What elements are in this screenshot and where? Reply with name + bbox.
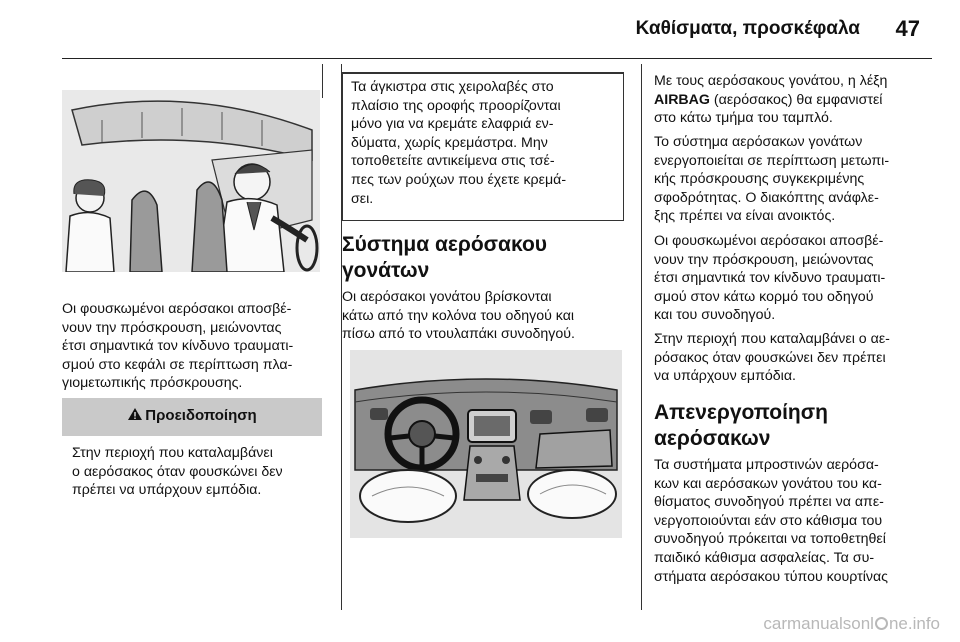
right-p1-rest: (αερόσακος) θα εμφανιστεί	[709, 91, 883, 108]
note-line: πλαίσιο της οροφής προορίζονται	[351, 97, 561, 114]
page-header	[0, 0, 960, 58]
right-p5-line: στήματα αερόσακου τύπου κουρτίνας	[654, 568, 889, 585]
knee-airbag-heading: Σύστημα αερόσακου	[342, 233, 548, 256]
right-p3-line: Οι φουσκωμένοι αερόσακοι αποσβέ-	[654, 233, 884, 249]
warning-title: Προειδοποίηση	[145, 407, 257, 424]
knee-airbag-heading: γονάτων	[342, 259, 430, 282]
right-p3-line: σμού στον κάτω κορμό του οδηγού	[654, 288, 874, 305]
watermark-text: ne.info	[888, 614, 940, 633]
left-caption-line: έτσι σημαντικά τον κίνδυνο τραυματι-	[62, 338, 294, 355]
curtain-airbag-drawing	[62, 90, 320, 272]
watermark	[763, 614, 940, 634]
note-line: σει.	[351, 190, 374, 207]
right-p3-line: έτσι σημαντικά τον κίνδυνο τραυματι-	[654, 270, 886, 287]
right-p5-line: Τα συστήματα μπροστινών αερόσα-	[654, 457, 879, 473]
page-number: 47	[895, 16, 920, 41]
column-divider-left-top	[322, 64, 323, 98]
warning-line: Στην περιοχή που καταλαμβάνει	[72, 445, 273, 461]
warning-box	[62, 398, 322, 504]
right-p2-line: Το σύστημα αερόσακων γονάτων	[654, 134, 863, 150]
note-line: δύματα, χωρίς κρεμάστρα. Μην	[351, 134, 548, 151]
right-p5-line: κων και αερόσακων γονάτου του κα-	[654, 475, 882, 492]
airbag-deactivation-heading: αερόσακων	[654, 427, 771, 450]
airbag-deactivation-heading: Απενεργοποίηση	[654, 401, 828, 424]
right-p1-line	[654, 91, 882, 110]
note-line: πες των ρούχων που έχετε κρεμά-	[351, 172, 567, 188]
left-caption-line: νουν την πρόσκρουση, μειώνοντας	[62, 319, 282, 336]
right-p4-line: Στην περιοχή που καταλαμβάνει ο αε-	[654, 331, 890, 347]
right-p5-line: νεργοποιούνται εάν στο κάθισμα του	[654, 512, 883, 529]
right-p5-line: συνοδηγού πρόκειται να τοποθετηθεί	[654, 531, 886, 548]
right-p1-line: Με τους αερόσακους γονάτου, η λέξη	[654, 73, 888, 89]
right-p1-line: στο κάτω τμήμα του ταμπλό.	[654, 110, 833, 127]
note-line: Τα άγκιστρα στις χειρολαβές στο	[351, 79, 554, 95]
note-line: τοποθετείτε αντικείμενα στις τσέ-	[351, 153, 555, 170]
header-divider	[62, 58, 932, 59]
right-p3-line: νουν την πρόσκρουση, μειώνοντας	[654, 251, 874, 268]
knee-airbag-line: κάτω από την κολόνα του οδηγού και	[342, 307, 575, 324]
warning-line: ο αερόσακος όταν φουσκώνει δεν	[72, 463, 283, 480]
warning-line: πρέπει να υπάρχουν εμπόδια.	[72, 482, 262, 499]
right-p5-line: θίσματος συνοδηγού πρέπει να απε-	[654, 494, 884, 511]
knee-airbag-line: πίσω από το ντουλαπάκι συνοδηγού.	[342, 326, 575, 343]
right-p2-line: κής πρόσκρουσης συγκεκριμένης	[654, 171, 865, 188]
warning-box-header	[62, 398, 322, 436]
watermark-i-dot-icon	[875, 617, 888, 630]
warning-title-row	[62, 407, 322, 424]
column-divider-right	[641, 64, 642, 610]
right-p5-line: παιδικό κάθισμα ασφαλείας. Τα συ-	[654, 550, 875, 566]
left-caption-line: Οι φουσκωμένοι αερόσακοι αποσβέ-	[62, 301, 292, 317]
left-caption-line: γιομετωπικής πρόσκρουσης.	[62, 375, 243, 392]
warning-triangle-icon	[127, 407, 143, 421]
right-p2-line: ξης πρέπει να είναι ανοικτός.	[654, 208, 836, 225]
page-title: Καθίσματα, προσκέφαλα	[635, 18, 860, 39]
right-p2-line: σφοδρότητας. Ο διακόπτης ανάφλε-	[654, 189, 879, 206]
right-p4-line: να υπάρχουν εμπόδια.	[654, 368, 796, 385]
dashboard-illustration	[350, 350, 622, 538]
right-p3-line: και του συνοδηγού.	[654, 307, 776, 324]
left-caption-line: σμού στο κεφάλι σε περίπτωση πλα-	[62, 356, 293, 373]
curtain-airbag-illustration	[62, 90, 320, 272]
right-p2-line: ενεργοποιείται σε περίπτωση μετωπι-	[654, 152, 890, 169]
note-box	[342, 72, 624, 221]
dashboard-drawing	[350, 350, 622, 538]
note-line: μόνο για να κρεμάτε ελαφριά εν-	[351, 116, 554, 133]
airbag-word: AIRBAG	[654, 91, 710, 108]
knee-airbag-line: Οι αερόσακοι γονάτου βρίσκονται	[342, 289, 552, 305]
watermark-text: carmanualsonl	[763, 614, 874, 633]
right-p4-line: ρόσακος όταν φουσκώνει δεν πρέπει	[654, 349, 886, 366]
